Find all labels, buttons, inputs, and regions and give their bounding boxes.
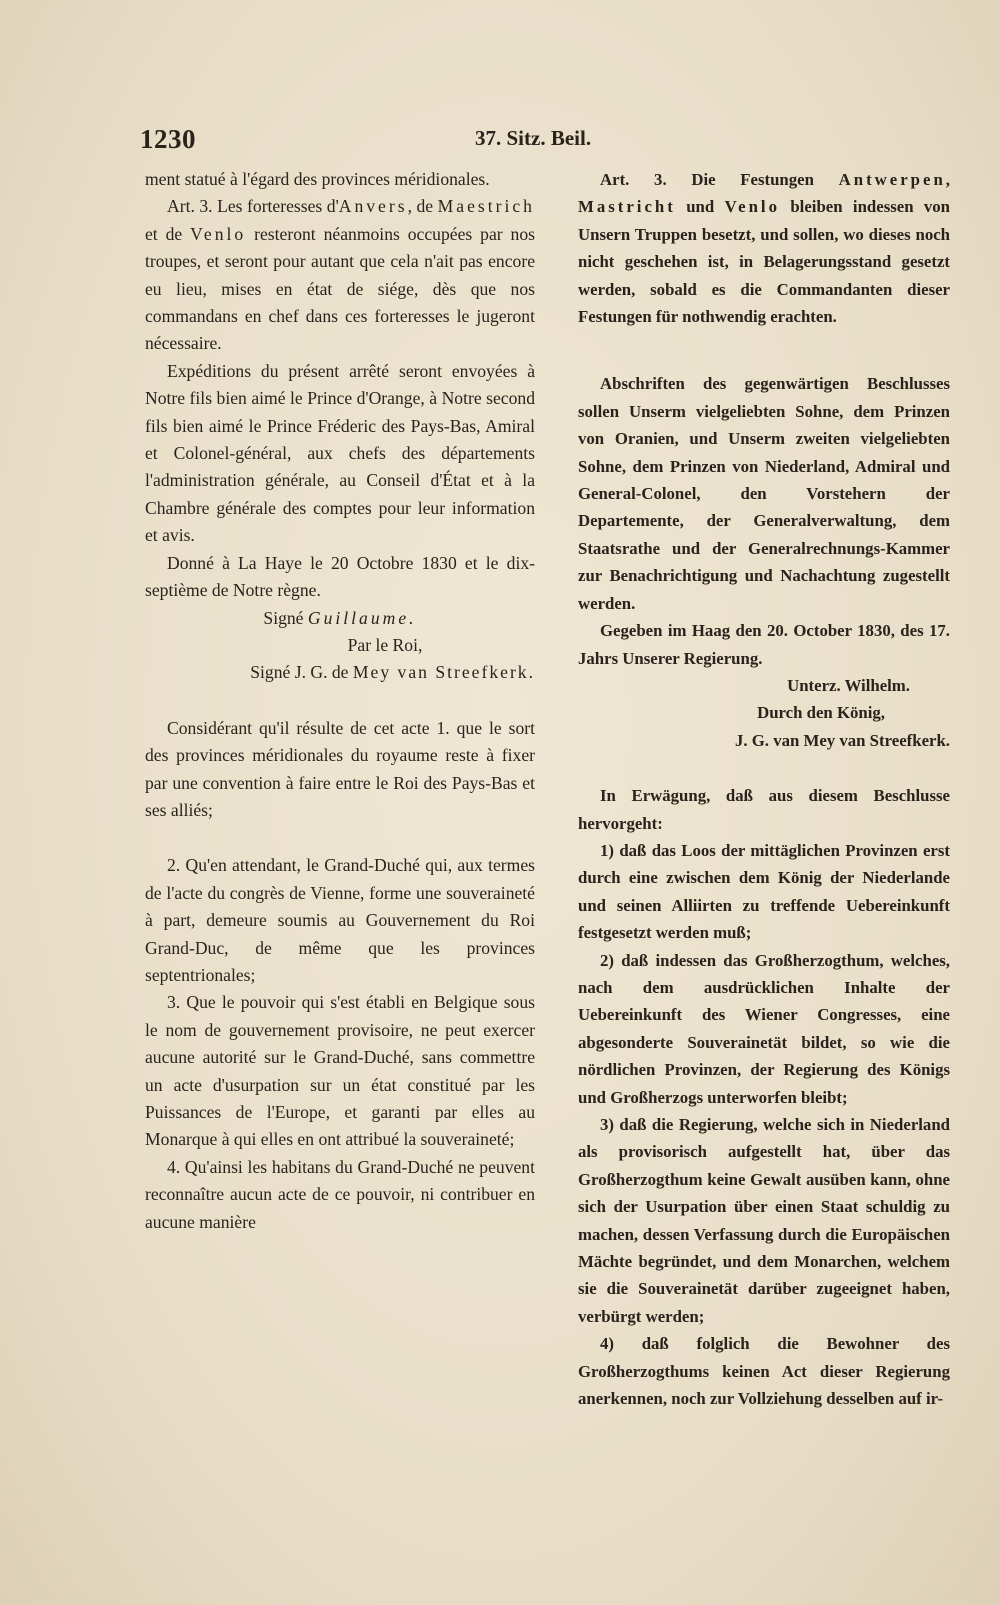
- fr-king-name: Guillaume.: [307, 607, 417, 628]
- de-place-venlo: Venlo: [724, 197, 780, 217]
- fr-expeditions: Expéditions du présent arrêté seront envoyées à Notre fils bien aimé le Prince d'Orange, à Notre second fils bien aimé le Prince Fréderic des Pays-Bas, Amiral et Colonel-général, aux chefs des départements l'administration générale, au Conseil d'État et à la Chambre générale des comptes pour leur information et avis.: [145, 360, 535, 546]
- de-article-3: Art. 3. Die Festungen Antwerpen, Mastricht und Venlo bleiben indessen von Unsern Truppen besetzt, und sollen, wo dieses noch nicht geschehen ist, in Belagerungsstand gesetzt werden, sobald es die Commandanten dieser Festungen für nothwendig erachten.: [578, 170, 951, 327]
- fr-article-3: Art. 3. Les forteresses d'Anvers, de Maestrich et de Venlo resteront néanmoins occupées par nos troupes, et seront pour autant que cela n'ait pas encore eu lieu, mises en état de siége, dès que nos commandans en chef dans ces forteresses le jugeront nécessaire.: [145, 196, 535, 354]
- fr-par-le-roi: Par le Roi,: [347, 634, 423, 655]
- fr-minister-name: Mey van Streefkerk.: [352, 662, 535, 683]
- page-number: 1230: [140, 124, 196, 154]
- fr-item-2: 2. Qu'en attendant, le Grand-Duché qui, aux termes de l'acte du congrès de Vienne, forme une souveraineté à part, demeure soumis au Gouvernement du Roi Grand-Duc, de même que les provinces septentrionales;: [145, 855, 535, 985]
- german-column: [578, 166, 950, 1412]
- fr-donne: Donné à La Haye le 20 Octobre 1830 et le dix-septième de Notre règne.: [145, 552, 535, 601]
- running-head: 37. Sitz. Beil.: [475, 126, 592, 150]
- de-signature-minister: J. G. van Mey van Streefkerk.: [734, 730, 950, 750]
- de-signature-king: Unterz. Wilhelm.: [787, 675, 910, 695]
- de-place-mastricht: Mastricht: [578, 197, 676, 217]
- de-abschriften: Abschriften des gegenwärtigen Beschlusses sollen Unserm vielgeliebten Sohne, dem Prinzen von Oranien, und Unserm zweiten vielgeliebten Sohne, dem Prinzen von Niederland, Admiral und General-Colonel, den Vorstehern der Departemente, der Generalverwaltung, dem Staatsrathe und der Generalrechnungs-Kammer zur Benachrichtigung und Nachachtung zugestellt werden.: [578, 374, 950, 613]
- de-erwaegung: In Erwägung, daß aus diesem Beschlusse hervorgeht:: [578, 786, 950, 833]
- french-column: [145, 166, 535, 1236]
- fr-place-venlo: Venlo: [190, 223, 247, 244]
- fr-item-3: 3. Que le pouvoir qui s'est établi en Belgique sous le nom de gouvernement provisoire, ne peut exercer aucune autorité sur le Grand-Duché, sans commettre un acte d'usurpation sur un état constitué par les Puissances de l'Europe, et garanti par elles au Monarque à qui elles en ont attribué la souveraineté;: [145, 992, 535, 1150]
- fr-signature-minister: Signé J. G. de Mey van Streefkerk.: [250, 662, 535, 683]
- de-gegeben: Gegeben im Haag den 20. October 1830, des 17. Jahrs Unserer Regierung.: [578, 621, 950, 668]
- de-item-1: 1) daß das Loos der mittäglichen Provinzen erst durch eine zwischen dem König der Niederlande und seinen Alliirten zu treffende Uebereinkunft festgesetzt werden muß;: [578, 840, 950, 943]
- fr-paragraph-continuation: ment statué à l'égard des provinces méridionales.: [145, 169, 490, 189]
- fr-signature-king: Signé Guillaume.: [263, 607, 417, 628]
- fr-considerant: Considérant qu'il résulte de cet acte 1. que le sort des provinces méridionales du royaume reste à fixer par une convention à faire entre le Roi des Pays-Bas et ses alliés;: [145, 717, 535, 820]
- de-item-2: 2) daß indessen das Großherzogthum, welches, nach dem ausdrücklichen Inhalte der Uebereinkunft des Wiener Congresses, eine abgesonderte Souverainetät bildet, so wie die nördlichen Provinzen, der Regierung des Königs und Großherzogs unterworfen bleibt;: [578, 950, 950, 1107]
- fr-item-4: 4. Qu'ainsi les habitans du Grand-Duché ne peuvent reconnaître aucun acte de ce pouvoir, ni contribuer en aucune manière: [145, 1156, 535, 1232]
- de-durch-den-koenig: Durch den König,: [757, 703, 885, 723]
- de-item-3: 3) daß die Regierung, welche sich in Niederland als provisorisch aufgestellt hat, über das Großherzogthum keine Gewalt ausüben kann, ohne sich der Usurpation über einen Staat schuldig zu machen, dessen Verfassung durch die Europäischen Mächte begründet, und dem Monarchen, welchem sie die Souverainetät darüber zugeeignet haben, verbürgt werden;: [578, 1115, 950, 1326]
- fr-article-3-label: Art. 3.: [167, 196, 213, 217]
- de-item-4: 4) daß folglich die Bewohner des Großherzogthums keinen Act dieser Regierung anerkennen, noch zur Vollziehung desselben auf ir-: [578, 1334, 950, 1409]
- page-header: [140, 118, 840, 158]
- fr-place-anvers: Anvers: [338, 196, 408, 217]
- de-place-antwerpen: Antwerpen: [838, 170, 946, 189]
- fr-place-maestrich: Maestrich: [437, 196, 535, 217]
